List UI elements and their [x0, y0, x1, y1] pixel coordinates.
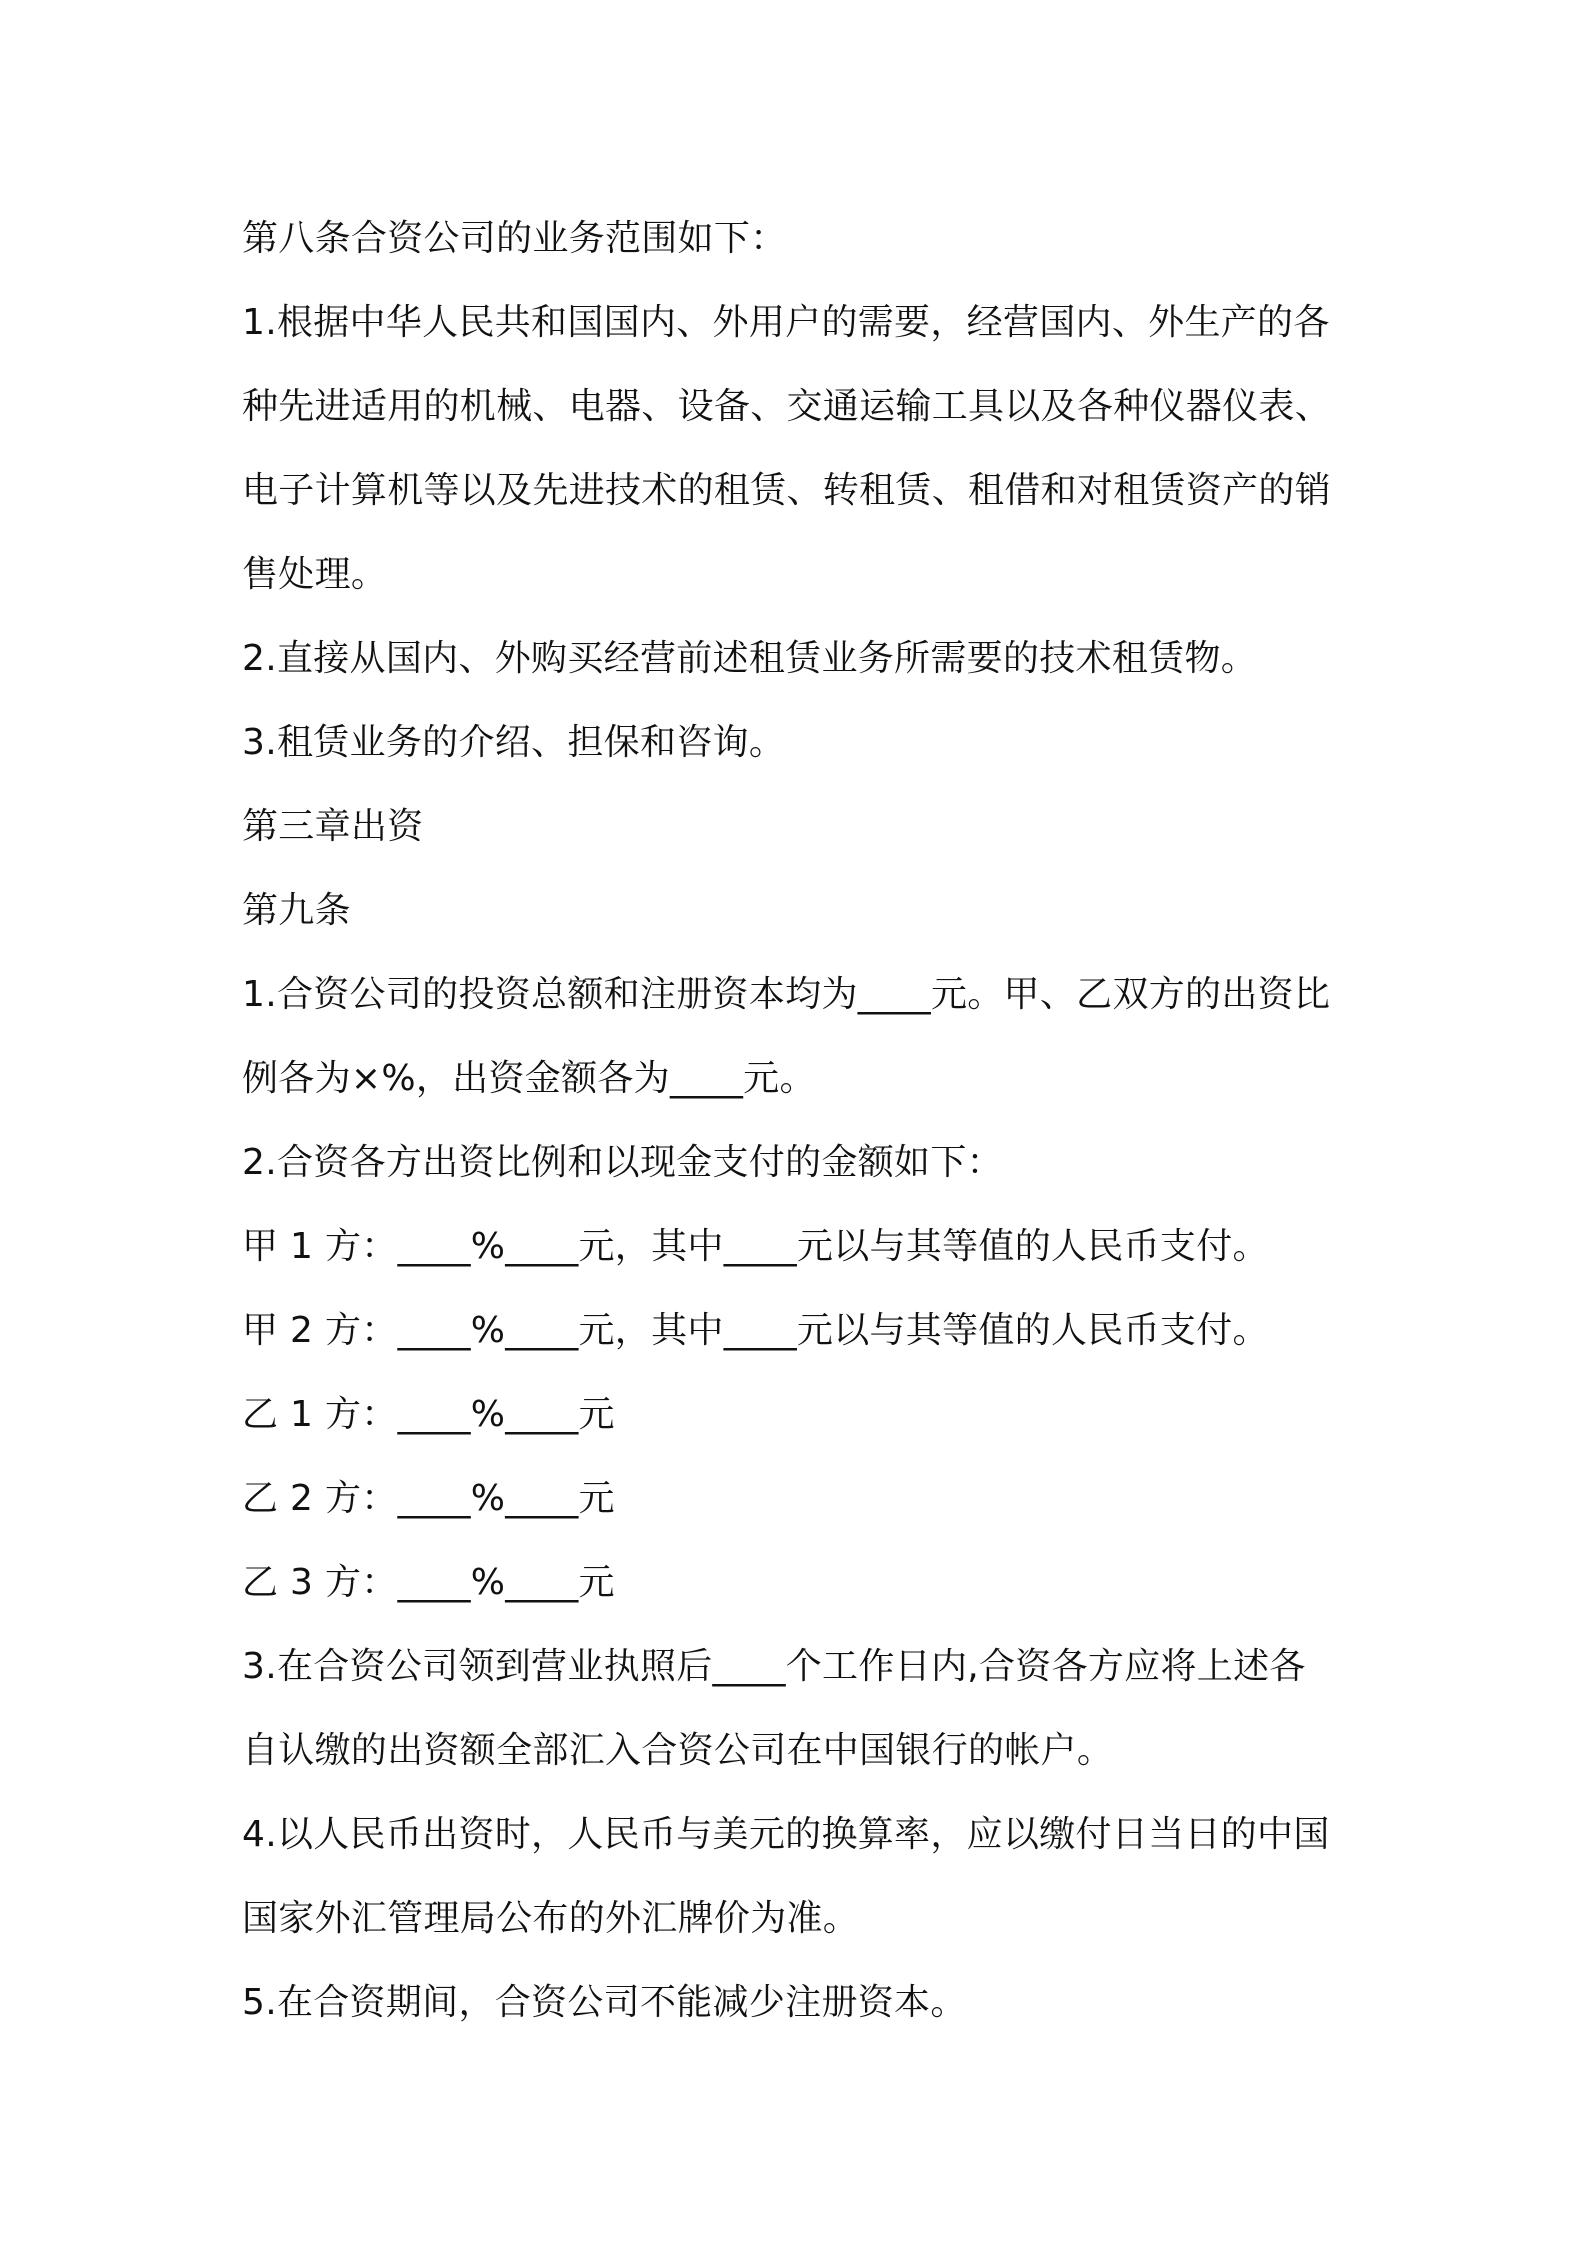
- article-8-item-1-line-1: 1.根据中华人民共和国国内、外用户的需要，经营国内、外生产的各: [242, 302, 1330, 343]
- party-b2-contribution: 乙 2 方：____%____元: [242, 1478, 615, 1519]
- article-8-item-1-line-4: 售处理。: [242, 554, 388, 595]
- article-9-item-3-line-1: 3.在合资公司领到营业执照后____个工作日内,合资各方应将上述各: [242, 1646, 1306, 1687]
- article-8-heading: 第八条合资公司的业务范围如下：: [242, 218, 787, 259]
- article-8-item-3: 3.租赁业务的介绍、担保和咨询。: [242, 722, 786, 763]
- article-8-item-1-line-3: 电子计算机等以及先进技术的租赁、转租赁、租借和对租赁资产的销: [242, 470, 1332, 511]
- chapter-3-heading: 第三章出资: [242, 806, 424, 847]
- party-b1-contribution: 乙 1 方：____%____元: [242, 1394, 615, 1435]
- article-9-heading: 第九条: [242, 890, 351, 931]
- article-8-item-1-line-2: 种先进适用的机械、电器、设备、交通运输工具以及各种仪器仪表、: [242, 386, 1332, 427]
- article-9-item-4-line-2: 国家外汇管理局公布的外汇牌价为准。: [242, 1898, 860, 1939]
- article-8-item-2: 2.直接从国内、外购买经营前述租赁业务所需要的技术租赁物。: [242, 638, 1258, 679]
- article-9-item-1-line-1: 1.合资公司的投资总额和注册资本均为____元。甲、乙双方的出资比: [242, 974, 1331, 1015]
- party-a2-contribution: 甲 2 方：____%____元，其中____元以与其等值的人民币支付。: [242, 1310, 1269, 1351]
- article-9-item-5: 5.在合资期间，合资公司不能减少注册资本。: [242, 1982, 967, 2023]
- party-b3-contribution: 乙 3 方：____%____元: [242, 1562, 615, 1603]
- article-9-item-2: 2.合资各方出资比例和以现金支付的金额如下：: [242, 1142, 1003, 1183]
- article-9-item-1-line-2: 例各为×%，出资金额各为____元。: [242, 1058, 816, 1099]
- document-body: [242, 197, 1352, 2045]
- article-9-item-3-line-2: 自认缴的出资额全部汇入合资公司在中国银行的帐户。: [242, 1730, 1114, 1771]
- party-a1-contribution: 甲 1 方：____%____元，其中____元以与其等值的人民币支付。: [242, 1226, 1269, 1267]
- article-9-item-4-line-1: 4.以人民币出资时，人民币与美元的换算率，应以缴付日当日的中国: [242, 1814, 1330, 1855]
